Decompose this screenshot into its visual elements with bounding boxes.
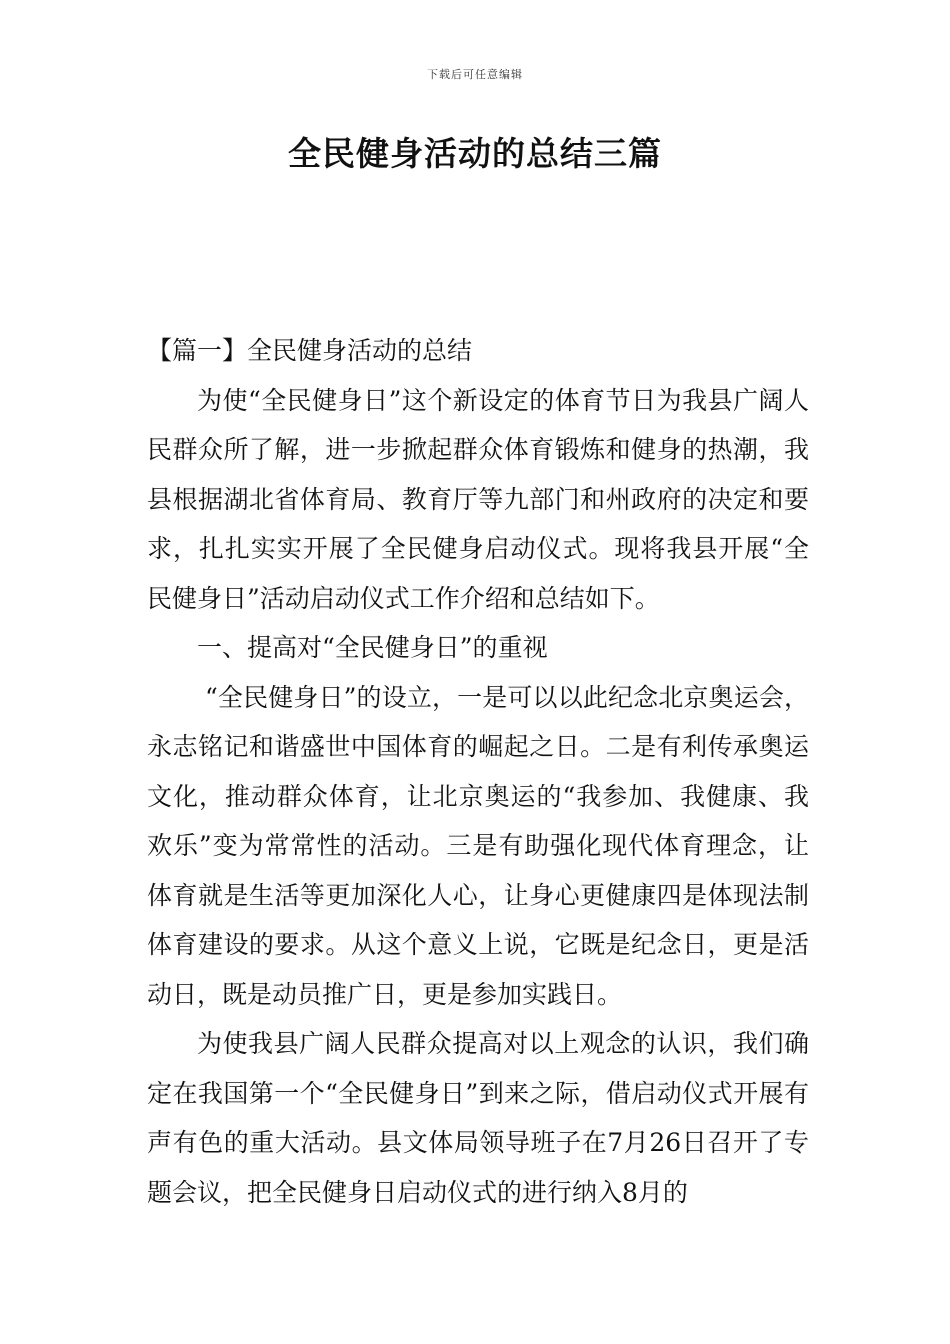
document-body — [147, 326, 809, 1217]
paragraph-significance: “全民健身日”的设立，一是可以以此纪念北京奥运会，永志铭记和谐盛世中国体育的崛起之日。二是有利传承奥运文化，推动群众体育，让北京奥运的“我参加、我健康、我欢乐”变为常常性的活动。三是有助强化现代体育理念，让体育就是生活等更加深化人心，让身心更健康四是体现法制体育建设的要求。从这个意义上说，它既是纪念日，更是活动日，既是动员推广日，更是参加实践日。 — [147, 682, 809, 1009]
document-title: 全民健身活动的总结三篇 — [288, 134, 662, 173]
paragraph-intro: 为使“全民健身日”这个新设定的体育节日为我县广阔人民群众所了解，进一步掀起群众体育锻炼和健身的热潮，我县根据湖北省体育局、教育厅等九部门和州政府的决定和要求，扎扎实实开展了全民健身启动仪式。现将我县开展“全民健身日”活动启动仪式工作介绍和总结如下。 — [147, 385, 809, 613]
header-note: 下载后可任意编辑 — [427, 68, 523, 81]
subheading-importance: 一、提高对“全民健身日”的重视 — [197, 633, 548, 662]
paragraph-meeting: 为使我县广阔人民群众提高对以上观念的认识，我们确定在我国第一个“全民健身日”到来之际，借启动仪式开展有声有色的重大活动。县文体局领导班子在7月26日召开了专题会议，把全民健身日启动仪式的进行纳入8月的 — [147, 1029, 809, 1207]
section-heading: 【篇一】全民健身活动的总结 — [147, 336, 473, 365]
